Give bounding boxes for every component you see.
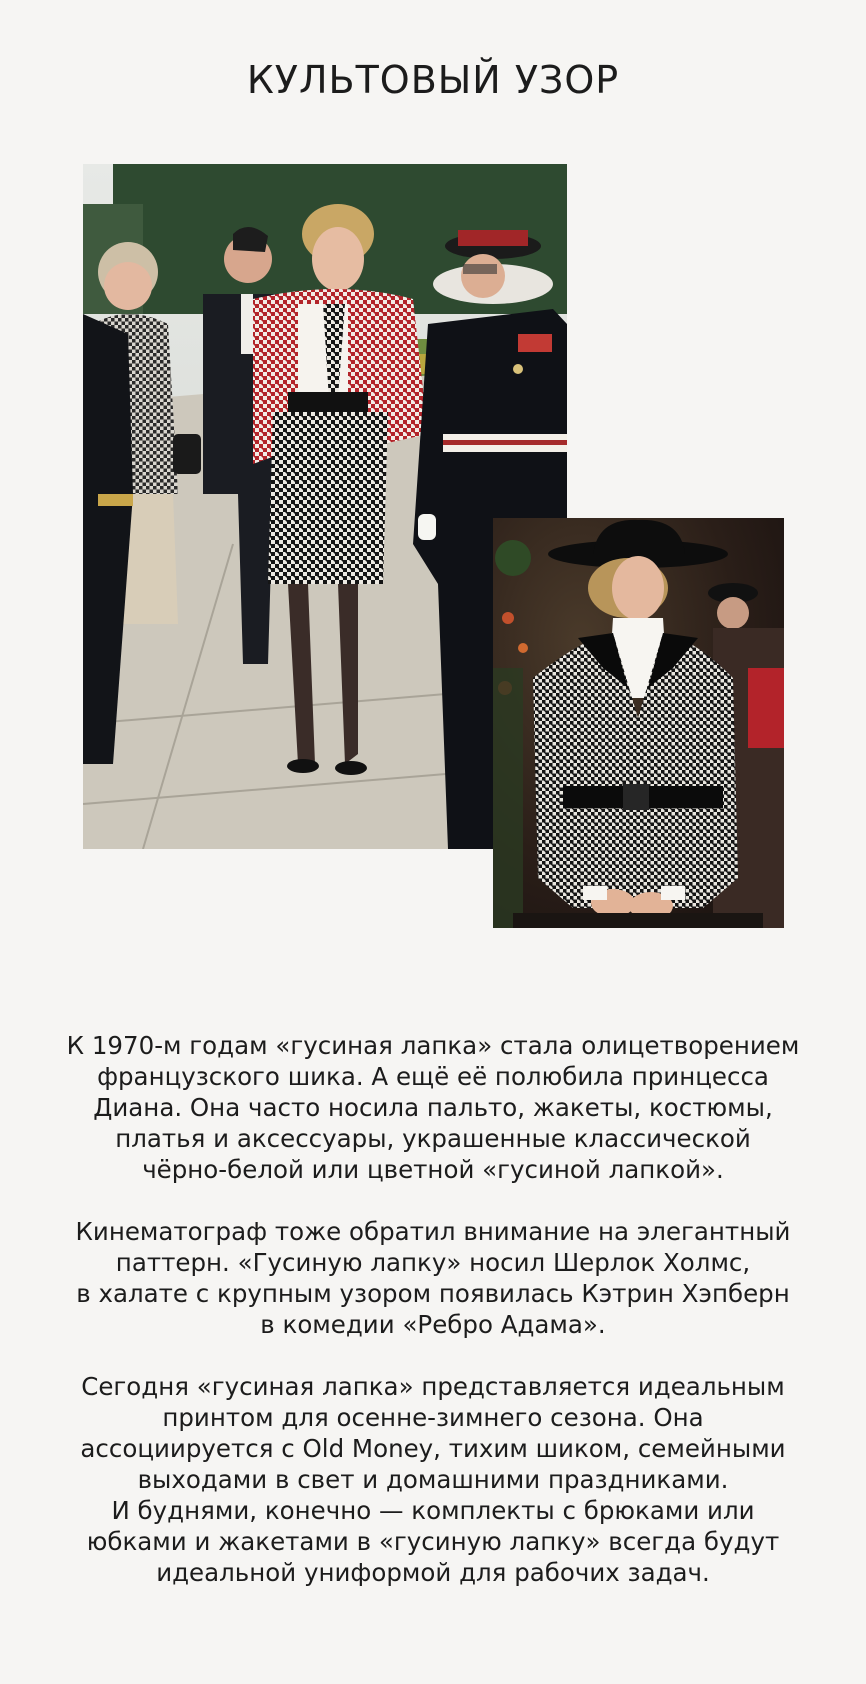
article-paragraph: К 1970-м годам «гусиная лапка» стала олицетворением французского шика. А ещё её полюбила принцесса Диана. Она часто носила пальто, жакеты, костюмы, платья и аксессуары, украшенные классической чёрно-белой или цветной «гусиной лапкой». bbox=[66, 1031, 800, 1184]
article-paragraph: Кинематограф тоже обратил внимание на элегантный паттерн. «Гусиную лапку» носил Шерлок Холмс, в халате с крупным узором появилась Кэтрин Хэпберн в комедии «Ребро Адама». bbox=[75, 1217, 791, 1339]
article-text bbox=[50, 1030, 816, 1619]
photo-diana-houndstooth-jacket-hat bbox=[493, 518, 784, 928]
article-paragraph: Сегодня «гусиная лапка» представляется идеальным принтом для осенне-зимнего сезона. Она ассоциируется с Old Money, тихим шиком, семейными выходами в свет и домашними праздниками. И буднями, конечно — комплекты с брюками или юбками и жакетами в «гусиную лапку» всегда будут идеальной униформой для рабочих задач. bbox=[80, 1372, 786, 1587]
page-title: КУЛЬТОВЫЙ УЗОР bbox=[246, 58, 620, 102]
